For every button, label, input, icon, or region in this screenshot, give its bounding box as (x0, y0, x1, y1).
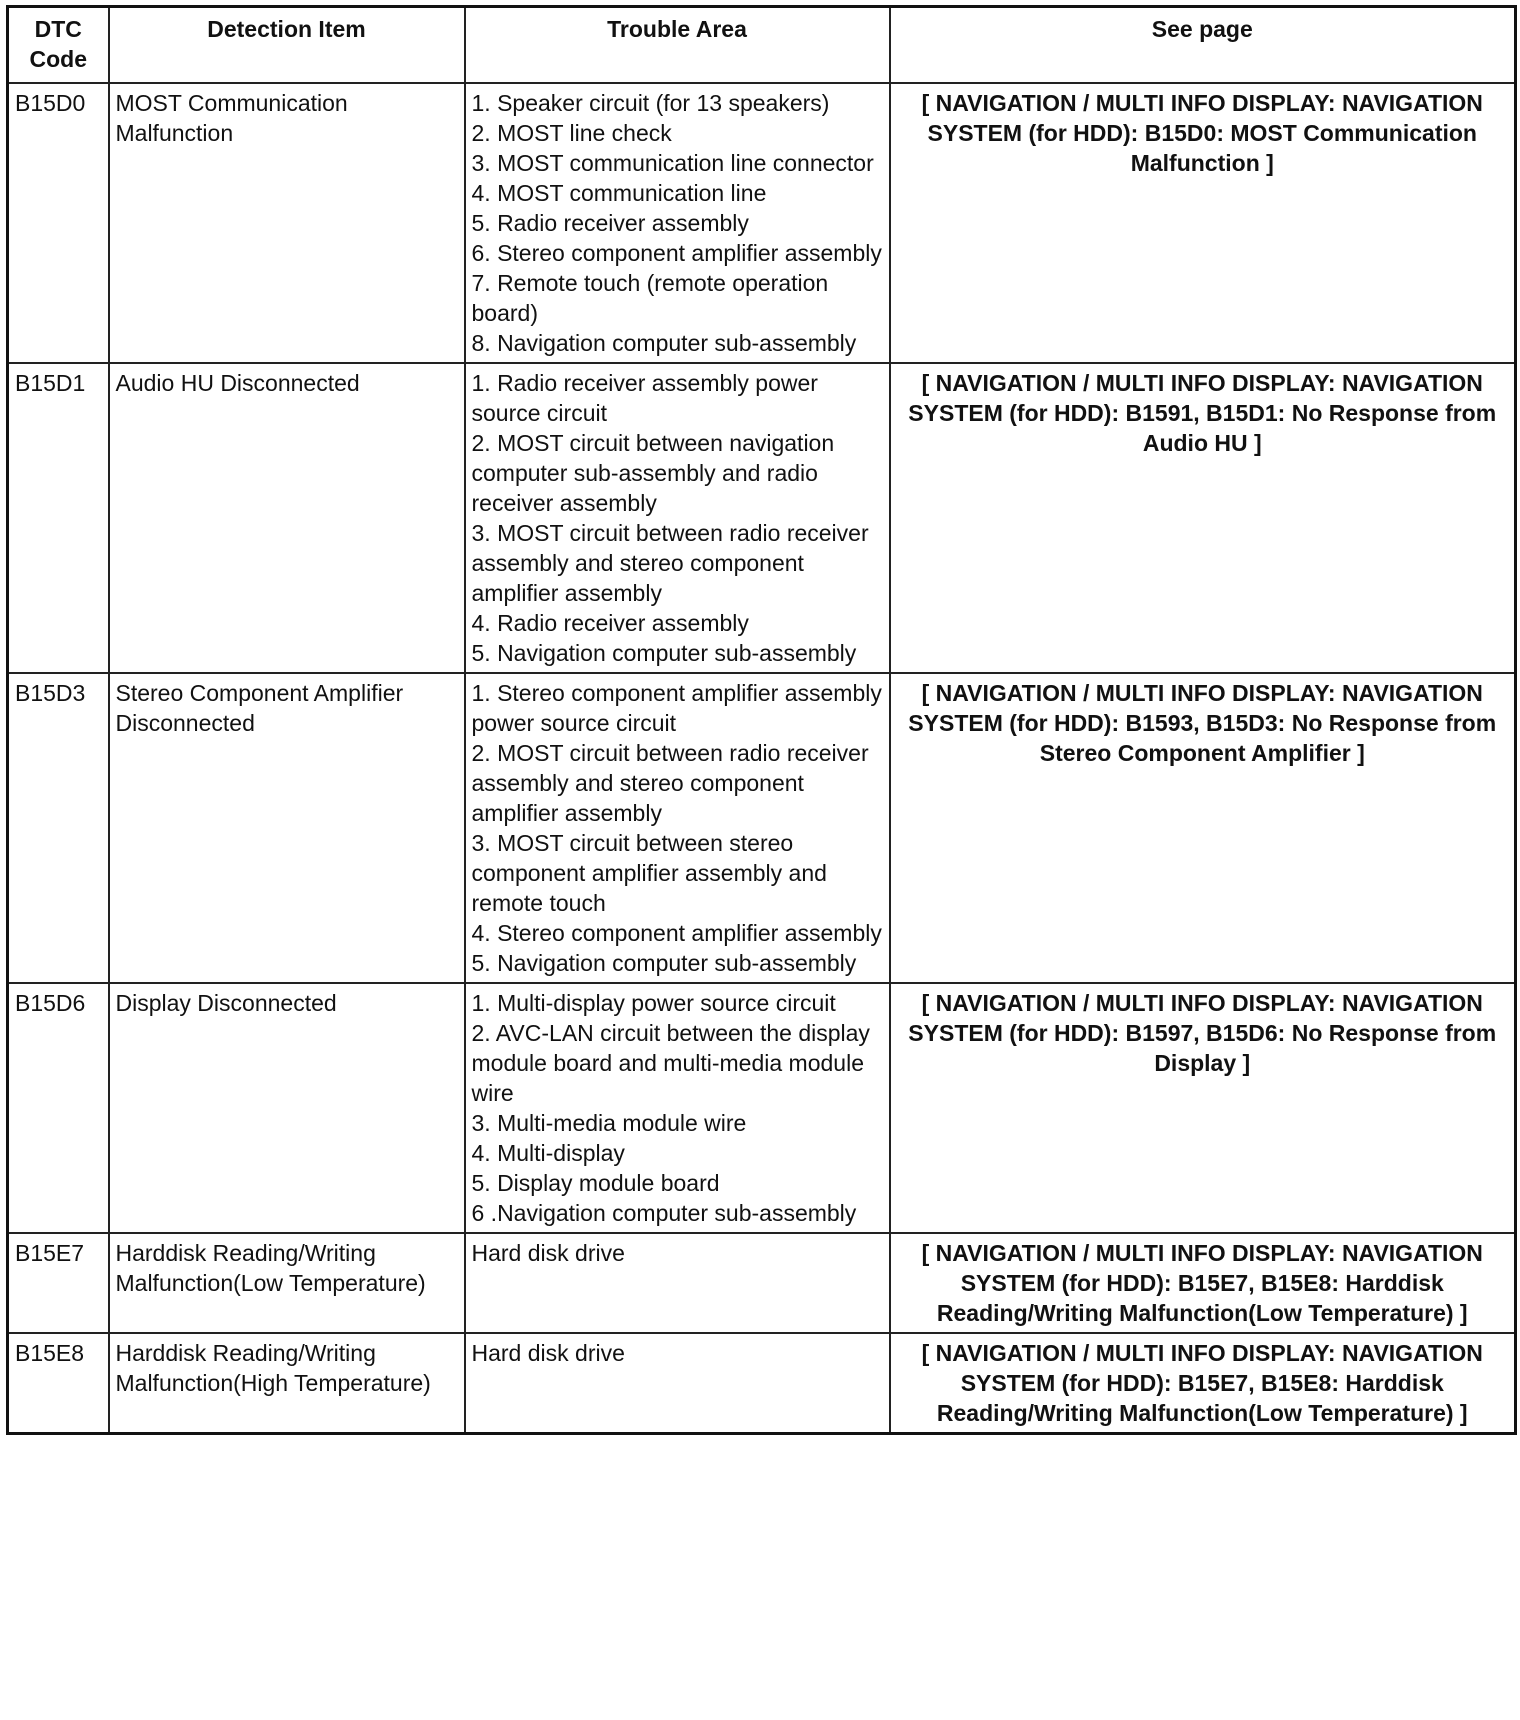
trouble-area-line: 8. Navigation computer sub-assembly (471, 330, 857, 356)
table-row (8, 363, 1516, 673)
detection-item-cell: MOST Communication Malfunction (109, 83, 465, 363)
detection-item-cell: Harddisk Reading/Writing Malfunction(High Temperature) (109, 1333, 465, 1434)
see-page-link[interactable]: [ NAVIGATION / MULTI INFO DISPLAY: NAVIGATION SYSTEM (for HDD): B15D0: MOST Communication Malfunction ] (890, 83, 1516, 363)
trouble-area-line: 4. Radio receiver assembly (471, 610, 749, 636)
see-page-link[interactable]: [ NAVIGATION / MULTI INFO DISPLAY: NAVIGATION SYSTEM (for HDD): B1593, B15D3: No Response from Stereo Component Amplifier ] (890, 673, 1516, 983)
header-see-page: See page (890, 7, 1516, 84)
trouble-area-line: 2. AVC-LAN circuit between the display module board and multi-media module wire (471, 1020, 870, 1106)
dtc-code-cell: B15E7 (8, 1233, 109, 1333)
header-detection-item: Detection Item (109, 7, 465, 84)
see-page-link[interactable]: [ NAVIGATION / MULTI INFO DISPLAY: NAVIGATION SYSTEM (for HDD): B15E7, B15E8: Harddisk Reading/Writing Malfunction(Low Temperature) ] (890, 1233, 1516, 1333)
dtc-table (6, 5, 1517, 1435)
table-row (8, 673, 1516, 983)
detection-item-cell: Audio HU Disconnected (109, 363, 465, 673)
trouble-area-line: 3. MOST communication line connector (471, 150, 874, 176)
trouble-area-line: 6 .Navigation computer sub-assembly (471, 1200, 857, 1226)
see-page-link[interactable]: [ NAVIGATION / MULTI INFO DISPLAY: NAVIGATION SYSTEM (for HDD): B15E7, B15E8: Harddisk Reading/Writing Malfunction(Low Temperature) ] (890, 1333, 1516, 1434)
trouble-area-line: 1. Speaker circuit (for 13 speakers) (471, 90, 830, 116)
trouble-area-line: 4. Multi-display (471, 1140, 625, 1166)
trouble-area-cell (465, 1333, 890, 1434)
trouble-area-line: 1. Stereo component amplifier assembly power source circuit (471, 680, 882, 736)
trouble-area-line: 2. MOST line check (471, 120, 672, 146)
table-header (8, 7, 1516, 84)
trouble-area-cell (465, 363, 890, 673)
header-row (8, 7, 1516, 84)
trouble-area-line: Hard disk drive (471, 1340, 625, 1366)
detection-item-cell: Display Disconnected (109, 983, 465, 1233)
trouble-area-cell (465, 1233, 890, 1333)
trouble-area-line: 5. Radio receiver assembly (471, 210, 749, 236)
trouble-area-line: 1. Multi-display power source circuit (471, 990, 836, 1016)
trouble-area-line: 2. MOST circuit between radio receiver assembly and stereo component amplifier assembly (471, 740, 869, 826)
trouble-area-line: Hard disk drive (471, 1240, 625, 1266)
trouble-area-cell (465, 983, 890, 1233)
trouble-area-line: 2. MOST circuit between navigation computer sub-assembly and radio receiver assembly (471, 430, 835, 516)
trouble-area-line: 3. Multi-media module wire (471, 1110, 747, 1136)
detection-item-cell: Stereo Component Amplifier Disconnected (109, 673, 465, 983)
table-row (8, 983, 1516, 1233)
dtc-code-cell: B15E8 (8, 1333, 109, 1434)
dtc-code-cell: B15D1 (8, 363, 109, 673)
table-row (8, 1333, 1516, 1434)
table-row (8, 83, 1516, 363)
trouble-area-line: 4. MOST communication line (471, 180, 767, 206)
table-row (8, 1233, 1516, 1333)
dtc-code-cell: B15D3 (8, 673, 109, 983)
trouble-area-line: 5. Navigation computer sub-assembly (471, 640, 857, 666)
dtc-code-cell: B15D6 (8, 983, 109, 1233)
see-page-link[interactable]: [ NAVIGATION / MULTI INFO DISPLAY: NAVIGATION SYSTEM (for HDD): B1597, B15D6: No Response from Display ] (890, 983, 1516, 1233)
trouble-area-line: 1. Radio receiver assembly power source circuit (471, 370, 818, 426)
see-page-link[interactable]: [ NAVIGATION / MULTI INFO DISPLAY: NAVIGATION SYSTEM (for HDD): B1591, B15D1: No Response from Audio HU ] (890, 363, 1516, 673)
table-body (8, 83, 1516, 1434)
dtc-code-cell: B15D0 (8, 83, 109, 363)
trouble-area-cell (465, 83, 890, 363)
trouble-area-line: 6. Stereo component amplifier assembly (471, 240, 882, 266)
trouble-area-line: 3. MOST circuit between radio receiver assembly and stereo component amplifier assembly (471, 520, 869, 606)
trouble-area-cell (465, 673, 890, 983)
trouble-area-line: 5. Navigation computer sub-assembly (471, 950, 857, 976)
header-dtc-code: DTC Code (8, 7, 109, 84)
trouble-area-line: 3. MOST circuit between stereo component amplifier assembly and remote touch (471, 830, 827, 916)
trouble-area-line: 5. Display module board (471, 1170, 720, 1196)
header-trouble-area: Trouble Area (465, 7, 890, 84)
detection-item-cell: Harddisk Reading/Writing Malfunction(Low Temperature) (109, 1233, 465, 1333)
trouble-area-line: 7. Remote touch (remote operation board) (471, 270, 829, 326)
trouble-area-line: 4. Stereo component amplifier assembly (471, 920, 882, 946)
